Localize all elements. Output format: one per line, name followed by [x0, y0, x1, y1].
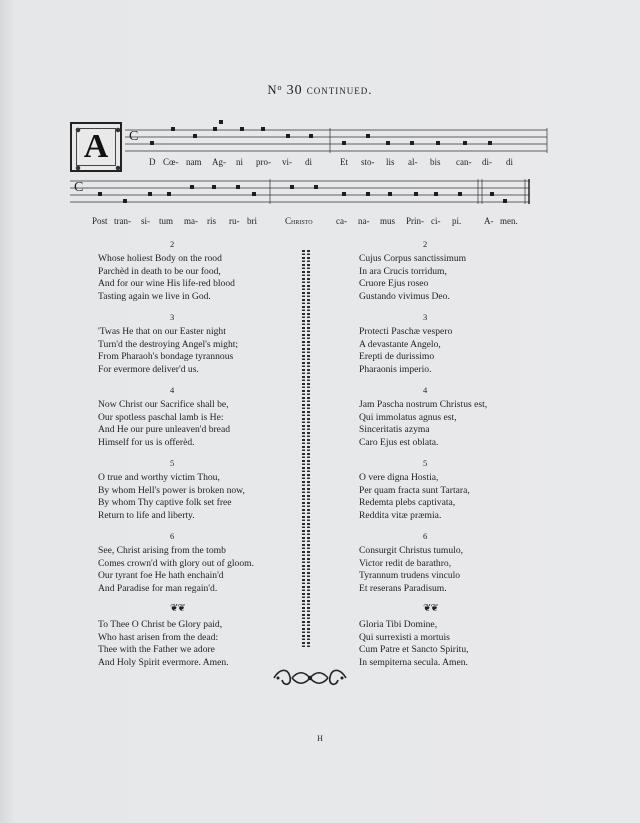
note	[503, 199, 507, 203]
lyric-1-11: al-	[408, 157, 418, 167]
note	[236, 185, 240, 189]
verse-line: Caro Ejus est oblata.	[359, 436, 439, 448]
note	[414, 192, 418, 196]
lyric-2-4: ma-	[184, 216, 198, 226]
folio-signature: H	[317, 734, 323, 743]
latin-verse-2	[359, 238, 519, 303]
verse-line: And Paradise for man regain'd.	[98, 582, 218, 594]
verse-line: Sinceritatis azyma	[359, 424, 430, 435]
lyric-1-15: di	[506, 157, 514, 167]
verse-line: Himself for us is offerèd.	[98, 436, 195, 448]
verse-number: 2	[423, 239, 428, 249]
initial-letter: A	[76, 128, 116, 166]
latin-verse-3	[359, 311, 519, 376]
verse-line: Pharaonis imperio.	[359, 363, 432, 375]
lyric-1-4: ni	[236, 157, 244, 167]
verse-line: A devastante Angelo,	[359, 338, 441, 350]
verse-line: Whose holiest Body on the rood	[98, 253, 222, 264]
heading-sup: o	[277, 83, 283, 92]
english-verse-5	[98, 457, 288, 522]
english-text-column	[98, 238, 288, 677]
verse-line: By whom Hell's power is broken now,	[98, 484, 245, 496]
lyric-1-8: Et	[340, 157, 348, 167]
verse-line: 'Twas He that on our Easter night	[98, 326, 226, 337]
lyric-1-1: Cœ-	[163, 157, 179, 167]
latin-verse-6	[359, 530, 519, 595]
verse-line: Turn'd the destroying Angel's might;	[98, 338, 239, 350]
verse-line: In sempiterna secula. Amen.	[359, 656, 468, 668]
verse-line: Qui surrexisti a mortuis	[359, 631, 450, 643]
verse-line: Protecti Paschæ vespero	[359, 326, 453, 337]
verse-line: Et reserans Paradisum.	[359, 582, 447, 594]
verse-number: 3	[170, 312, 175, 322]
lyric-1-14: di-	[482, 157, 492, 167]
lyric-2-12: Prin-	[406, 216, 424, 226]
lyric-2-14: pi.	[452, 216, 462, 226]
lyric-2-2: si-	[141, 216, 150, 226]
clef-1: C	[129, 129, 139, 144]
note	[212, 185, 216, 189]
verse-line: For evermore deliver'd us.	[98, 363, 199, 375]
verse-line: Redemta plebs captivata,	[359, 497, 456, 508]
english-verse-4	[98, 384, 288, 449]
verse-line: Our tyrant foe He hath enchain'd	[98, 570, 224, 581]
staff-line-2	[70, 179, 530, 204]
clef-2: C	[74, 180, 84, 195]
verse-number: 4	[170, 385, 175, 395]
lyric-1-6: vi-	[282, 157, 292, 167]
verse-number: 3	[423, 312, 428, 322]
note	[463, 141, 467, 145]
note	[193, 134, 197, 138]
lyric-1-9: sto-	[361, 157, 375, 167]
verse-line: Cruore Ejus roseo	[359, 278, 429, 289]
verse-line: In ara Crucis torridum,	[359, 265, 447, 277]
latin-text-column	[359, 238, 519, 677]
lyric-2-16: men.	[500, 216, 518, 226]
note	[171, 127, 175, 131]
verse-line: Now Christ our Sacrifice shall be,	[98, 399, 229, 410]
verse-line: And Holy Spirit evermore. Amen.	[98, 656, 229, 668]
note	[386, 141, 390, 145]
verse-line: Victor redit de barathro,	[359, 557, 452, 569]
note	[219, 120, 223, 124]
note	[213, 127, 217, 131]
verse-number: 2	[170, 239, 175, 249]
lyric-1-3: Ag-	[212, 157, 226, 167]
lyric-2-10: na-	[358, 216, 370, 226]
verse-number: 6	[170, 531, 175, 541]
lyric-1-7: di	[305, 157, 313, 167]
verse-line: O true and worthy victim Thou,	[98, 472, 220, 483]
english-verse-2	[98, 238, 288, 303]
column-divider-ornament	[302, 250, 310, 648]
note	[240, 127, 244, 131]
note	[98, 192, 102, 196]
verse-line: And He our pure unleaven'd bread	[98, 424, 230, 435]
note	[388, 192, 392, 196]
verse-line: From Pharaoh's bondage tyrannous	[98, 351, 234, 362]
note	[488, 141, 492, 145]
note	[309, 134, 313, 138]
lyric-2-5: ris	[207, 216, 216, 226]
verse-line: Cum Patre et Sancto Spiritu,	[359, 644, 469, 655]
lyric-2-1: tran-	[114, 216, 131, 226]
verse-line: Qui immolatus agnus est,	[359, 411, 457, 423]
heading-continued: continued.	[306, 82, 373, 97]
note	[410, 141, 414, 145]
latin-verse-4	[359, 384, 519, 449]
verse-line: Return to life and liberty.	[98, 509, 195, 521]
note	[342, 192, 346, 196]
english-verse-6	[98, 530, 288, 595]
ornament-icon: ❦❦	[423, 603, 438, 614]
lyric-2-6: ru-	[229, 216, 240, 226]
note	[286, 134, 290, 138]
lyric-1-0: D	[149, 157, 156, 167]
lyric-1-13: can-	[456, 157, 472, 167]
verse-line: Tasting again we live in God.	[98, 290, 211, 302]
note	[366, 192, 370, 196]
verse-line: Erepti de durissimo	[359, 351, 435, 362]
music-staves	[0, 0, 640, 230]
note	[150, 141, 154, 145]
english-verse-3	[98, 311, 288, 376]
note	[490, 192, 494, 196]
lyric-1-10: lis	[386, 157, 395, 167]
lyric-1-12: bis	[430, 157, 441, 167]
note	[252, 192, 256, 196]
tailpiece-ornament-icon	[270, 665, 350, 691]
verse-line: And for our wine His life-red blood	[98, 278, 235, 289]
note	[167, 192, 171, 196]
lyric-2-0: Post	[92, 216, 108, 226]
lyric-2-13: ci-	[431, 216, 441, 226]
note	[458, 192, 462, 196]
verse-line: Reddita vitæ præmia.	[359, 509, 442, 521]
verse-number: 4	[423, 385, 428, 395]
heading-number: 30	[286, 83, 303, 98]
note	[342, 141, 346, 145]
note	[190, 185, 194, 189]
note	[148, 192, 152, 196]
verse-line: Consurgit Christus tumulo,	[359, 545, 464, 556]
verse-line: Our spotless paschal lamb is He:	[98, 411, 224, 423]
verse-number: 5	[423, 458, 428, 468]
lyric-2-9: ca-	[336, 216, 347, 226]
note	[436, 141, 440, 145]
verse-line: Parchèd in death to be our food,	[98, 265, 221, 277]
note	[290, 185, 294, 189]
lyric-2-15: A-	[484, 216, 494, 226]
lyric-2-11: mus	[380, 216, 396, 226]
note	[434, 192, 438, 196]
lyric-1-2: nam	[186, 157, 202, 167]
heading-no: N	[267, 83, 278, 97]
verse-line: Jam Pascha nostrum Christus est,	[359, 399, 488, 410]
lyric-2-7: bri	[247, 216, 257, 226]
lyric-1-5: pro-	[256, 157, 271, 167]
verse-line: Who hast arisen from the dead:	[98, 631, 219, 643]
verse-line: Comes crown'd with glory out of gloom.	[98, 557, 255, 569]
verse-number: 5	[170, 458, 175, 468]
note	[314, 185, 318, 189]
staff-line-1	[125, 128, 547, 153]
note	[366, 134, 370, 138]
latin-doxology	[359, 603, 519, 669]
english-doxology	[98, 603, 288, 669]
verse-line: Cujus Corpus sanctissimum	[359, 253, 467, 264]
verse-line: Per quam fracta sunt Tartara,	[359, 484, 470, 496]
verse-line: Tyrannum trudens vinculo	[359, 570, 461, 581]
lyric-2-3: tum	[159, 216, 174, 226]
lyric-2-8: Christo	[285, 216, 313, 226]
verse-line: By whom Thy captive folk set free	[98, 497, 232, 508]
verse-line: Thee with the Father we adore	[98, 644, 215, 655]
ornament-icon: ❦❦	[170, 603, 185, 614]
verse-line: See, Christ arising from the tomb	[98, 545, 226, 556]
note	[123, 199, 127, 203]
verse-number: 6	[423, 531, 428, 541]
verse-line: Gloria Tibi Domine,	[359, 619, 438, 630]
verse-line: O vere digna Hostia,	[359, 472, 439, 483]
verse-line: Gustando vivimus Deo.	[359, 290, 450, 302]
note	[261, 127, 265, 131]
latin-verse-5	[359, 457, 519, 522]
verse-line: To Thee O Christ be Glory paid,	[98, 619, 223, 630]
